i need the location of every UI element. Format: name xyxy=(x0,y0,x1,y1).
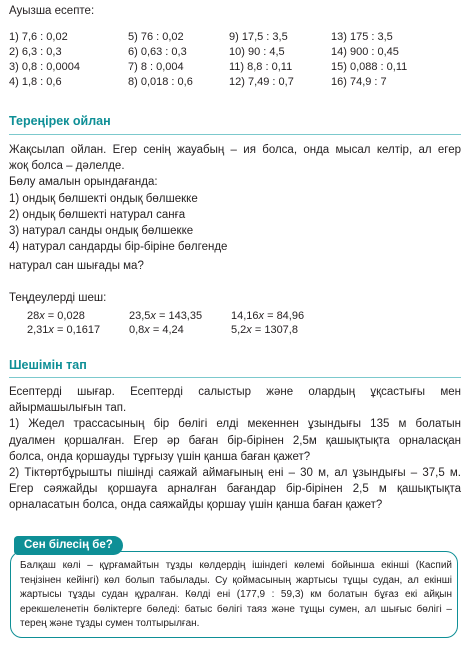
oral-item: 4) 1,8 : 0,6 xyxy=(9,76,62,88)
think-body xyxy=(9,142,461,275)
solve-line: 2) Тіктөртбұрышты пішінді саяжай аймағының ені – 30 м, ал ұзындығы – 37,5 м. xyxy=(9,467,461,480)
equation: 14,16x = 84,96 xyxy=(231,310,305,322)
oral-item: 1) 7,6 : 0,02 xyxy=(9,31,68,43)
equation: 5,2x = 1307,8 xyxy=(231,324,298,336)
did-you-know-line: жартысы тұзды судан құралған. Көлді ені (177,9 : 59,3) км болатын бұғаз екі айқын xyxy=(20,589,452,600)
think-title: Тереңірек ойлан xyxy=(9,114,111,128)
oral-item: 11) 8,8 : 0,11 xyxy=(229,61,293,73)
solve-divider xyxy=(9,377,461,378)
oral-item: 3) 0,8 : 0,0004 xyxy=(9,61,80,73)
equations-title: Теңдеулерді шеш: xyxy=(9,292,107,304)
equation: 2,31x = 0,1617 xyxy=(27,324,101,336)
oral-item: 7) 8 : 0,004 xyxy=(128,61,184,73)
think-intro: жоқ болса – дәлелде. xyxy=(9,160,125,173)
equation: 0,8x = 4,24 xyxy=(129,324,184,336)
solve-body xyxy=(9,384,461,514)
did-you-know-badge: Сен білесің бе? xyxy=(14,536,123,555)
solve-line: болса, онда қоршауды тұрғызу үшін қанша баған қажет? xyxy=(9,450,311,463)
oral-item: 5) 76 : 0,02 xyxy=(128,31,184,43)
think-divider xyxy=(9,134,461,135)
oral-item: 13) 175 : 3,5 xyxy=(331,31,393,43)
think-intro: Бөлу амалын орындағанда: xyxy=(9,176,158,189)
solve-line: Егер сәяжайды қоршауға арналған бағандар бір-бірінен 2,5 м қашықтықта xyxy=(9,483,461,496)
oral-item: 9) 17,5 : 3,5 xyxy=(229,31,288,43)
think-question: натурал сан шығады ма? xyxy=(9,260,144,273)
solve-line: орналасатын болса, онда саяжайды қоршау үшін қанша баған қажет? xyxy=(9,499,383,512)
oral-item: 2) 6,3 : 0,3 xyxy=(9,46,62,58)
oral-item: 16) 74,9 : 7 xyxy=(331,76,387,88)
did-you-know-line: теңізінен кейінгі) көл болып табылады. Су қоймасының жартысы тұщы судан, ал екінші xyxy=(20,574,452,586)
think-option: 1) ондық бөлшекті ондық бөлшекке xyxy=(9,192,198,205)
think-option: 2) ондық бөлшекті натурал санға xyxy=(9,208,186,221)
oral-title: Ауызша есепте: xyxy=(9,5,95,17)
equation: 28x = 0,028 xyxy=(27,310,85,322)
oral-item: 8) 0,018 : 0,6 xyxy=(128,76,193,88)
solve-line: Есептерді шығар. Есептерді салыстыр және олардың ұқсастығы мен xyxy=(9,386,461,398)
equation: 23,5x = 143,35 xyxy=(129,310,203,322)
did-you-know-line: Балқаш көлі – құрғамайтын тұзды көлдердің ішіндегі көлемі бойынша екінші (Каспий xyxy=(20,560,452,571)
think-option: 4) натурал сандарды бір-біріне бөлгенде xyxy=(9,241,228,254)
solve-line: дуалмен қоршалған. Егер әр баған бір-бірінен 2,5м қашықтықта орналасқан xyxy=(9,434,461,447)
did-you-know-text xyxy=(20,559,452,632)
solve-line: 1) Жедел трассасының бір бөлігі елді мекеннен ұзындығы 135 м болатын xyxy=(9,418,461,431)
oral-item: 12) 7,49 : 0,7 xyxy=(229,76,294,88)
did-you-know-line: терең және тұзды сумен толтырылған. xyxy=(20,618,200,629)
oral-item: 15) 0,088 : 0,11 xyxy=(331,61,408,73)
oral-item: 14) 900 : 0,45 xyxy=(331,46,399,58)
oral-item: 6) 0,63 : 0,3 xyxy=(128,46,187,58)
did-you-know-line: ерекшеленетін бөліктерге бөледі: батыс бөлігі таяз және тұщы сумен, ал шығыс бөлігі – xyxy=(20,603,452,615)
think-intro: Жақсылап ойлан. Егер сенің жауабың – ия болса, онда мысал келтір, ал егер xyxy=(9,144,461,156)
solve-title: Шешімін тап xyxy=(9,358,87,372)
oral-item: 10) 90 : 4,5 xyxy=(229,46,285,58)
solve-line: айырмашылығын тап. xyxy=(9,402,127,415)
think-option: 3) натурал санды ондық бөлшекке xyxy=(9,225,194,238)
